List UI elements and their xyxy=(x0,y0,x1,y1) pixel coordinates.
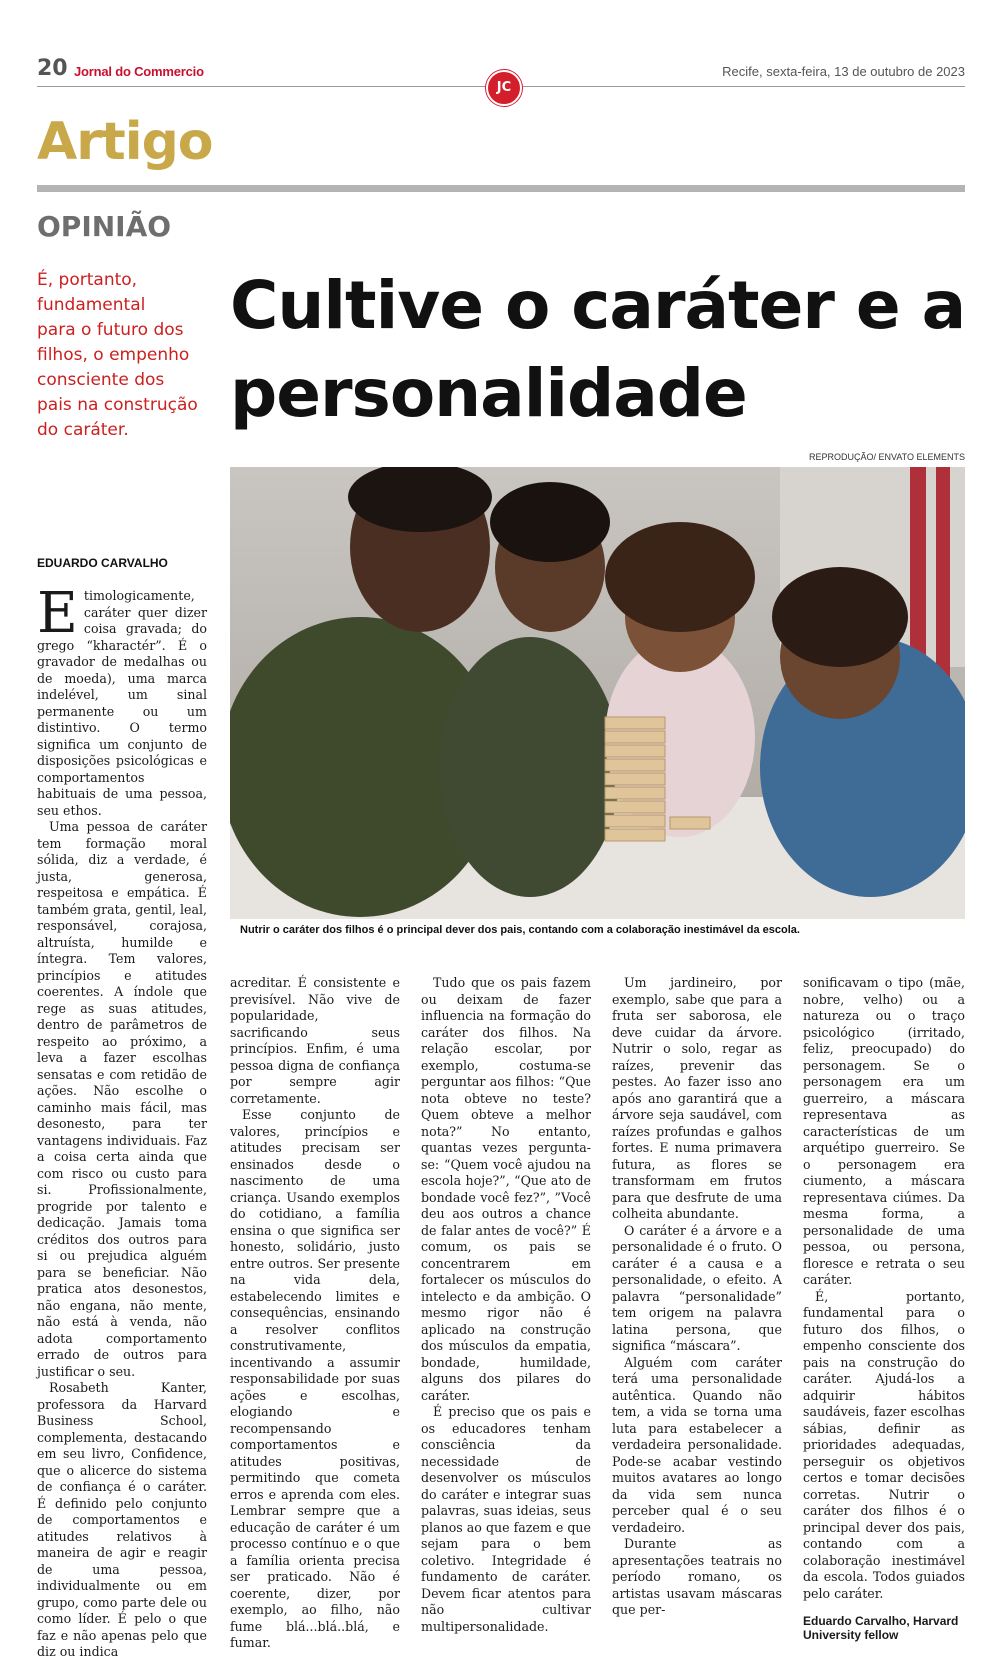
dateline: Recife, sexta-feira, 13 de outubro de 2023 xyxy=(722,64,965,79)
newspaper-name: Jornal do Commercio xyxy=(74,64,204,79)
paragraph: Alguém com caráter terá uma personalidade autêntica. Quando não tem, a vida se torna uma luta para estabelecer a verdadeira personalidade. Pode-se acabar vestindo muitos avatares ao longo da vida sem nunca perceber qual é o seu verdadeiro. xyxy=(612,1354,782,1535)
headline: Cultive o caráter e a personalidade xyxy=(230,267,966,432)
paragraph: Tudo que os pais fazem ou deixam de fazer influencia na formação do caráter dos filhos. Na relação escolar, por exemplo, costuma-se perguntar aos filhos: “Que nota obteve no teste? Quem obteve a melhor nota?” No entanto, quantas vezes pergunta-se: “Quem você ajudou na escola hoje?”, “Que ato de bondade você fez?”, ”Você deu aos outros a chance de falar antes de você?” É comum, os pais se concentrarem em fortalecer os músculos do intelecto e da ambição. O mesmo rigor não é aplicado na construção dos músculos da empatia, bondade, humildade, alguns dos pilares do caráter. xyxy=(421,975,591,1403)
byline: EDUARDO CARVALHO xyxy=(37,556,168,570)
article-column-2 xyxy=(230,975,400,1652)
family-jenga-illustration xyxy=(230,467,965,919)
paragraph: Uma pessoa de caráter tem formação moral sólida, diz a verdade, é justa, generosa, respeitosa e empática. É também grata, gentil, leal, responsável, corajosa, altruísta, humilde e íntegra. Tem valores, princípios e atitudes coerentes. A índole que rege as suas atitudes, dentro de parâmetros de respeito ao próximo, a leva a fazer escolhas sensatas e com retidão de ações. Não escolhe o caminho mais fácil, mas desonesto, para ter vantagens individuais. Faz a coisa certa ainda que com risco ou custo para si. Profissionalmente, progride por talento e dedicação. Jamais toma créditos dos outros para si ou prejudica alguém para se beneficiar. Não pratica atos desonestos, não engana, não mente, não está à venda, não adota comportamento errado de outros para justificar o seu. xyxy=(37,819,207,1379)
article-photo xyxy=(230,467,965,919)
paragraph: Um jardineiro, por exemplo, sabe que para a fruta ser saborosa, ele deve cuidar da árvore. Nutrir o solo, regar as raízes, prevenir das pestes. Ao fazer isso ano após ano garantirá que a árvore seja saudável, com raízes profundas e galhos fortes. E numa primavera futura, as flores se transformam em frutos para que desfrute de uma colheita abundante. xyxy=(612,975,782,1221)
paragraph: Durante as apresentações teatrais no período romano, os artistas usavam máscaras que per- xyxy=(612,1536,782,1617)
section-title: Artigo xyxy=(37,112,213,172)
paragraph: sonificavam o tipo (mãe, nobre, velho) ou a natureza ou o traço psicológico (irritado, feliz, preocupado) do personagem. Se o personagem era um guerreiro, a máscara representava as características de um arquétipo guerreiro. Se o personagem era ciumento, a máscara representava ciúmes. Da mesma forma, a personalidade de uma pessoa, ou persona, floresce e retrata o seu caráter. xyxy=(803,975,965,1287)
article-column-4 xyxy=(612,975,782,1619)
paragraph: Rosabeth Kanter, professora da Harvard Business School, complementa, destacando em seu livro, Confidence, que o alicerce do sistema de confiança é o caráter. É definido pelo conjunto de comportamentos e atitudes relativos à maneira de agir e reagir de uma pessoa, individualmente ou em grupo, como parte dele ou como líder. É pelo o que faz e não apenas pelo que diz ou indica xyxy=(37,1380,207,1659)
section-divider xyxy=(37,185,965,192)
paragraph: acreditar. É consistente e previsível. Não vive de popularidade, sacrificando seus princípios. Enfim, é uma pessoa digna de confiança por sempre agir corretamente. xyxy=(230,975,400,1106)
paragraph: É, portanto, fundamental para o futuro dos filhos, o empenho consciente dos pais na construção do caráter. Ajudá-los a adquirir hábitos saudáveis, fazer escolhas sábias, definir as prioridades adequadas, perseguir os objetivos certos e tomar decisões corretas. Nutrir o caráter dos filhos é o principal dever dos pais, contando com a colaboração inestimável da escola. Todos guiados pelo caráter. xyxy=(803,1288,965,1601)
page-number: 20 xyxy=(37,56,68,81)
article-column-3 xyxy=(421,975,591,1635)
photo-caption: Nutrir o caráter dos filhos é o principal dever dos pais, contando com a colaboração inestimável da escola. xyxy=(240,924,800,936)
photo-credit: REPRODUÇÃO/ ENVATO ELEMENTS xyxy=(808,452,965,462)
paragraph: É preciso que os pais e os educadores tenham consciência da necessidade de desenvolver os músculos do caráter e integrar suas palavras, suas ideias, seus planos ao que fazem e que sejam para o bem coletivo. Integridade é fundamento de caráter. Devem ficar atentos para não cultivar multipersonalidade. xyxy=(421,1404,591,1634)
paragraph: Etimologicamente, caráter quer dizer coisa gravada; do grego “kharactér”. É o gravador de medalhas ou de moeda), uma marca indelével, um sinal permanente ou um distintivo. O termo significa um conjunto de disposições psicológicas e comportamentos habituais de uma pessoa, seu ethos. xyxy=(37,581,207,818)
pull-quote: É, portanto, fundamental para o futuro dos filhos, o empenho consciente dos pais na construção do caráter. xyxy=(37,270,198,440)
author-signature: Eduardo Carvalho, Harvard University fellow xyxy=(803,1614,959,1642)
kicker: OPINIÃO xyxy=(37,210,172,243)
newspaper-logo: JC xyxy=(486,70,522,106)
drop-cap: E xyxy=(37,581,78,646)
paragraph: Esse conjunto de valores, princípios e atitudes precisam ser ensinados desde o nascimento de uma criança. Usando exemplos do cotidiano, a família ensina o que significa ser honesto, solidário, justo entre outros. Ser presente na vida dela, estabelecendo limites e consequências, ensinando a resolver conflitos construtivamente, incentivando a assumir responsabilidade por suas ações e escolhas, elogiando e recompensando comportamentos e atitudes positivas, permitindo que cometa erros e aprenda com eles. Lembrar sempre que a educação de caráter é um processo contínuo e o que a família orienta precisa ser praticado. Não é coerente, dizer, por exemplo, ao filho, não fume blá...blá..blá, e fumar. xyxy=(230,1107,400,1650)
article-column-5 xyxy=(803,975,965,1642)
article-column-1 xyxy=(37,581,207,1661)
paragraph: O caráter é a árvore e a personalidade é o fruto. O caráter é a causa e a personalidade, o efeito. A palavra “personalidade” tem origem na palavra latina persona, que significa “máscara”. xyxy=(612,1222,782,1353)
